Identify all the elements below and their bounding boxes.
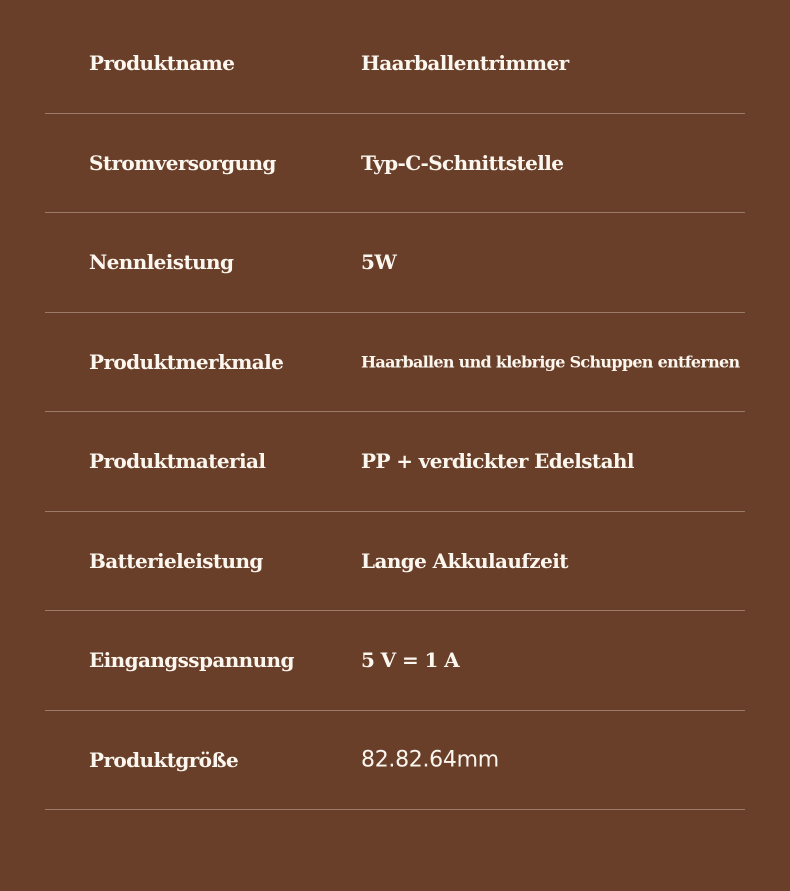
spec-value: 82.82.64mm (361, 747, 499, 773)
spec-row-rated-power (45, 213, 745, 313)
spec-value: 5W (361, 250, 397, 275)
spec-label: Nennleistung (89, 250, 234, 275)
spec-row-battery (45, 512, 745, 612)
spec-row-product-name (45, 14, 745, 114)
spec-value: 5 V = 1 A (361, 648, 460, 673)
spec-row-material (45, 412, 745, 512)
spec-label: Batterieleistung (89, 548, 263, 573)
spec-label: Stromversorgung (89, 150, 276, 175)
spec-value: Typ-C-Schnittstelle (361, 150, 564, 175)
spec-row-size (45, 711, 745, 811)
spec-table (45, 14, 745, 810)
spec-row-power-supply (45, 114, 745, 214)
spec-value: Lange Akkulaufzeit (361, 548, 568, 573)
spec-label: Produktname (89, 51, 235, 76)
spec-value: Haarballen und klebrige Schuppen entfernen (361, 352, 740, 372)
spec-row-input-voltage (45, 611, 745, 711)
spec-label: Eingangsspannung (89, 648, 294, 673)
spec-label: Produktgröße (89, 747, 239, 772)
spec-label: Produktmaterial (89, 449, 266, 474)
spec-value: PP + verdickter Edelstahl (361, 449, 634, 474)
spec-label: Produktmerkmale (89, 349, 284, 374)
spec-row-features (45, 313, 745, 413)
spec-value: Haarballentrimmer (361, 51, 569, 76)
